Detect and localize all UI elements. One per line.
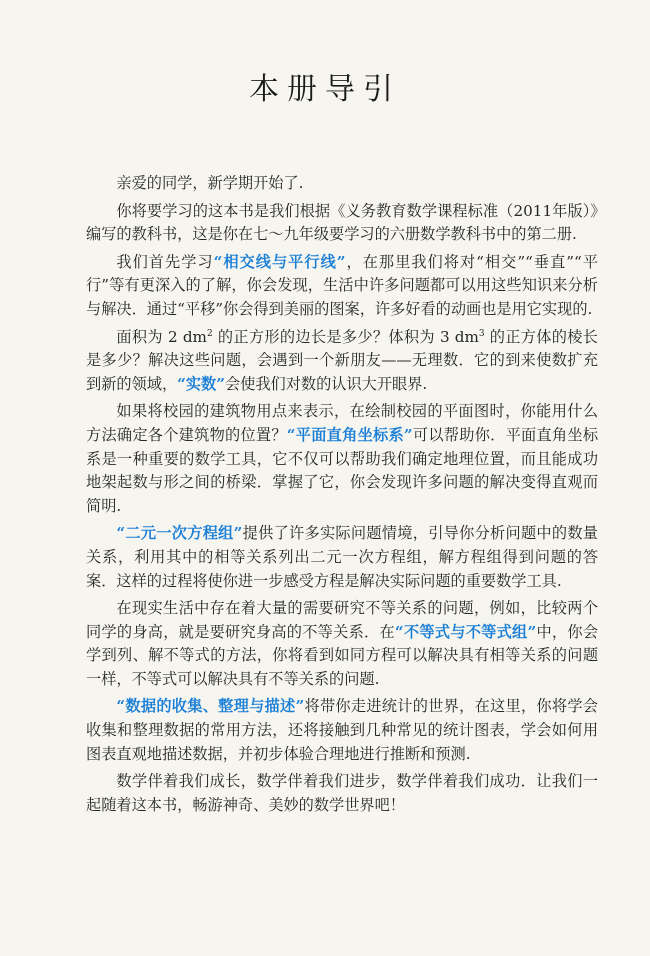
topic-inequalities: “不等式与不等式组” <box>394 622 537 641</box>
paragraph-closing: 数学伴着我们成长，数学伴着我们进步，数学伴着我们成功．让我们一起随着这本书，畅游神奇、美妙的数学世界吧！ <box>86 772 598 814</box>
paragraph-inequalities: 在现实生活中存在着大量的需要研究不等关系的问题，例如，比较两个同学的身高，就是要研究身高的不等关系．在“不等式与不等式组”中，你会学到列、解不等式的方法，你将看到如同方程可以解决具有相等关系的问题一样，不等式可以解决具有不等关系的问题. <box>86 599 599 688</box>
paragraph-parallel-lines: 我们首先学习“相交线与平行线”，在那里我们将对“相交”“垂直”“平行”等有更深入的了解，你会发现，生活中许多问题都可以用这些知识来分析与解决．通过“平移”你会得到美丽的图案，许多好看的动画也是用它实现的. <box>86 252 598 318</box>
paragraph-linear-equations: “二元一次方程组”提供了许多实际问题情境，引导你分析问题中的数量关系，利用其中的相等关系列出二元一次方程组，解方程组得到问题的答案．这样的过程将使你进一步感受方程是解决实际问题的重要数学工具. <box>86 524 598 590</box>
page-title: 本册导引 <box>249 72 401 107</box>
topic-parallel-lines: “相交线与平行线” <box>213 252 346 271</box>
topic-statistics: “数据的收集、整理与描述” <box>116 697 305 716</box>
topic-coordinate-system: “平面直角坐标系” <box>286 425 413 444</box>
paragraph-real-numbers: 面积为 2 $dm^2$ 的正方形的边长是多少？体积为 3 $dm^3$ 的正方体的棱长是多少？解决这些问题，会遇到一个新朋友——无理数．它的到来使数扩充到新的领域，“实数”会使我们对数的认识大开眼界. <box>86 327 598 393</box>
paragraph-greeting: 亲爱的同学，新学期开始了. <box>116 174 304 192</box>
paragraph-statistics: “数据的收集、整理与描述”将带你走进统计的世界，在这里，你将学会收集和整理数据的常用方法，还将接触到几种常见的统计图表，学会如何用图表直观地描述数据，并初步体验合理地进行推断和预测. <box>86 697 598 763</box>
intro-body <box>86 172 598 821</box>
paragraph-book-intro: 你将要学习的这本书是我们根据《义务教育数学课程标准（2011年版）》编写的教科书，这是你在七～九年级要学习的六册数学教科书中的第二册. <box>86 201 598 244</box>
paragraph-coordinate-system: 如果将校园的建筑物用点来表示，在绘制校园的平面图时，你能用什么方法确定各个建筑物的位置？“平面直角坐标系”可以帮助你．平面直角坐标系是一种重要的数学工具，它不仅可以帮助我们确定地理位置，而且能成功地架起数与形之间的桥梁．掌握了它，你会发现许多问题的解决变得直观而简明. <box>86 402 599 515</box>
topic-linear-equations: “二元一次方程组” <box>116 524 243 543</box>
topic-real-numbers: “实数” <box>177 374 225 393</box>
